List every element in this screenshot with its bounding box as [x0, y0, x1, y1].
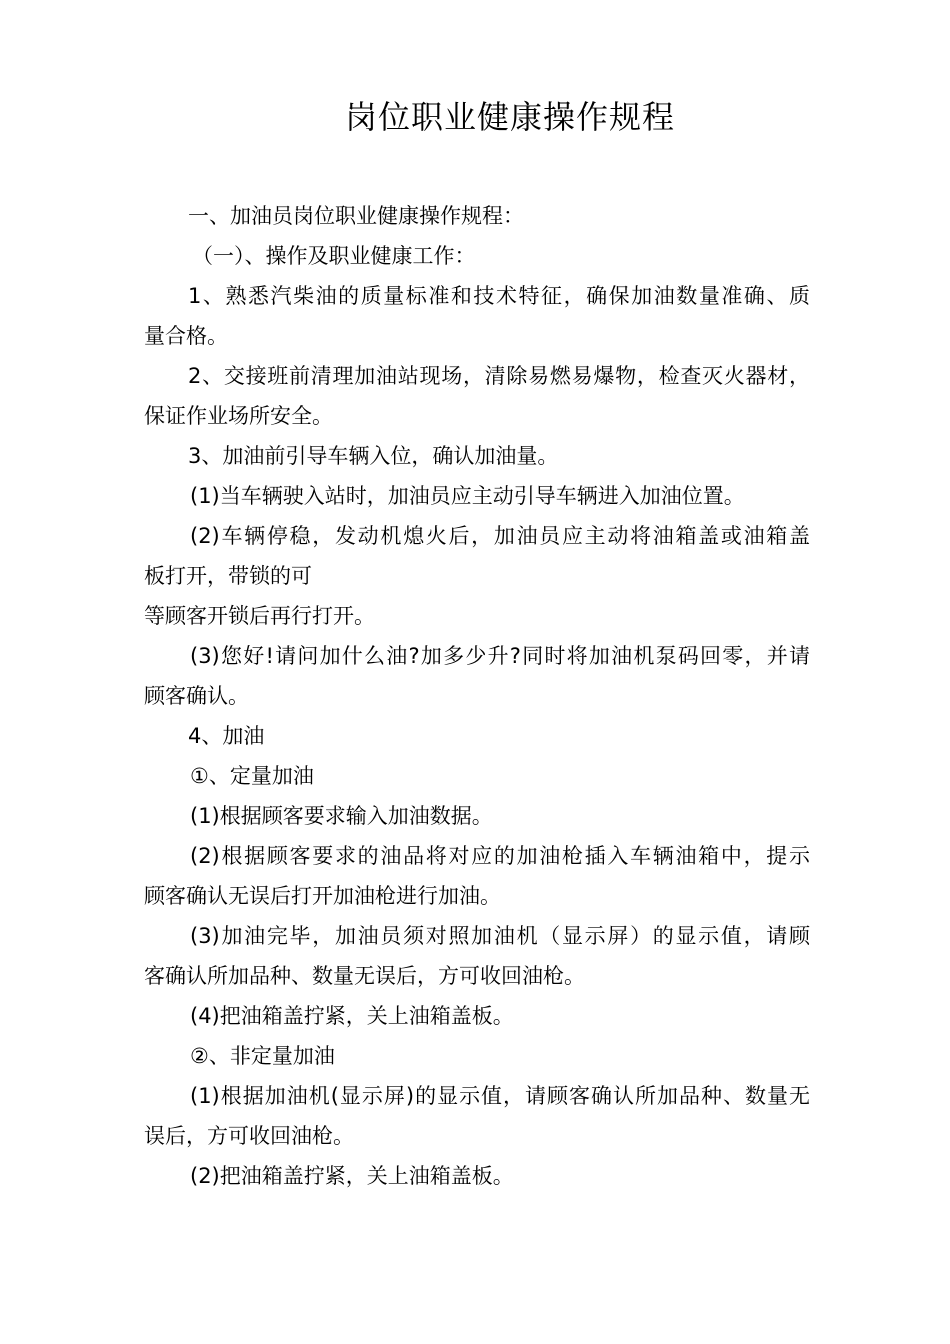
section-heading: 一、加油员岗位职业健康操作规程： [188, 204, 524, 228]
paragraph-line: 1、熟悉汽柴油的质量标准和技术特征，确保加油数量准确、质 [188, 284, 810, 308]
paragraph-line: (1)根据加油机(显示屏)的显示值，请顾客确认所加品种、数量无 [190, 1084, 810, 1108]
paragraph-line: 保证作业场所安全。 [144, 404, 333, 428]
subsection-heading: （一）、操作及职业健康工作： [192, 244, 476, 268]
paragraph-line: (2)把油箱盖拧紧，关上油箱盖板。 [190, 1164, 514, 1188]
paragraph-line: (3)加油完毕，加油员须对照加油机（显示屏）的显示值，请顾 [190, 924, 810, 948]
paragraph-line: (2)车辆停稳，发动机熄火后，加油员应主动将油箱盖或油箱盖 [190, 524, 810, 548]
paragraph-line: (1)根据顾客要求输入加油数据。 [190, 804, 493, 828]
paragraph-line: 2、交接班前清理加油站现场，清除易燃易爆物，检查灭火器材， [188, 364, 810, 388]
paragraph-line: 顾客确认。 [144, 684, 249, 708]
paragraph-line: (1)当车辆驶入站时，加油员应主动引导车辆进入加油位置。 [190, 484, 745, 508]
paragraph-line: 误后，方可收回油枪。 [144, 1124, 354, 1148]
paragraph-line: 客确认所加品种、数量无误后，方可收回油枪。 [144, 964, 585, 988]
paragraph-line: (4)把油箱盖拧紧，关上油箱盖板。 [190, 1004, 514, 1028]
paragraph-line: 板打开，带锁的可 [144, 564, 312, 588]
paragraph-line: (3)您好!请问加什么油?加多少升?同时将加油机泵码回零，并请 [190, 644, 810, 668]
paragraph-line: (2)根据顾客要求的油品将对应的加油枪插入车辆油箱中，提示 [190, 844, 810, 868]
paragraph-line: 顾客确认无误后打开加油枪进行加油。 [144, 884, 501, 908]
paragraph-line: ①、定量加油 [190, 764, 314, 788]
paragraph-line: 4、加油 [188, 724, 265, 748]
document-title: 岗位职业健康操作规程 [344, 98, 675, 136]
paragraph-line: ②、非定量加油 [190, 1044, 335, 1068]
paragraph-line: 量合格。 [144, 324, 228, 348]
paragraph-line: 3、加油前引导车辆入位，确认加油量。 [188, 444, 559, 468]
paragraph-line: 等顾客开锁后再行打开。 [144, 604, 375, 628]
